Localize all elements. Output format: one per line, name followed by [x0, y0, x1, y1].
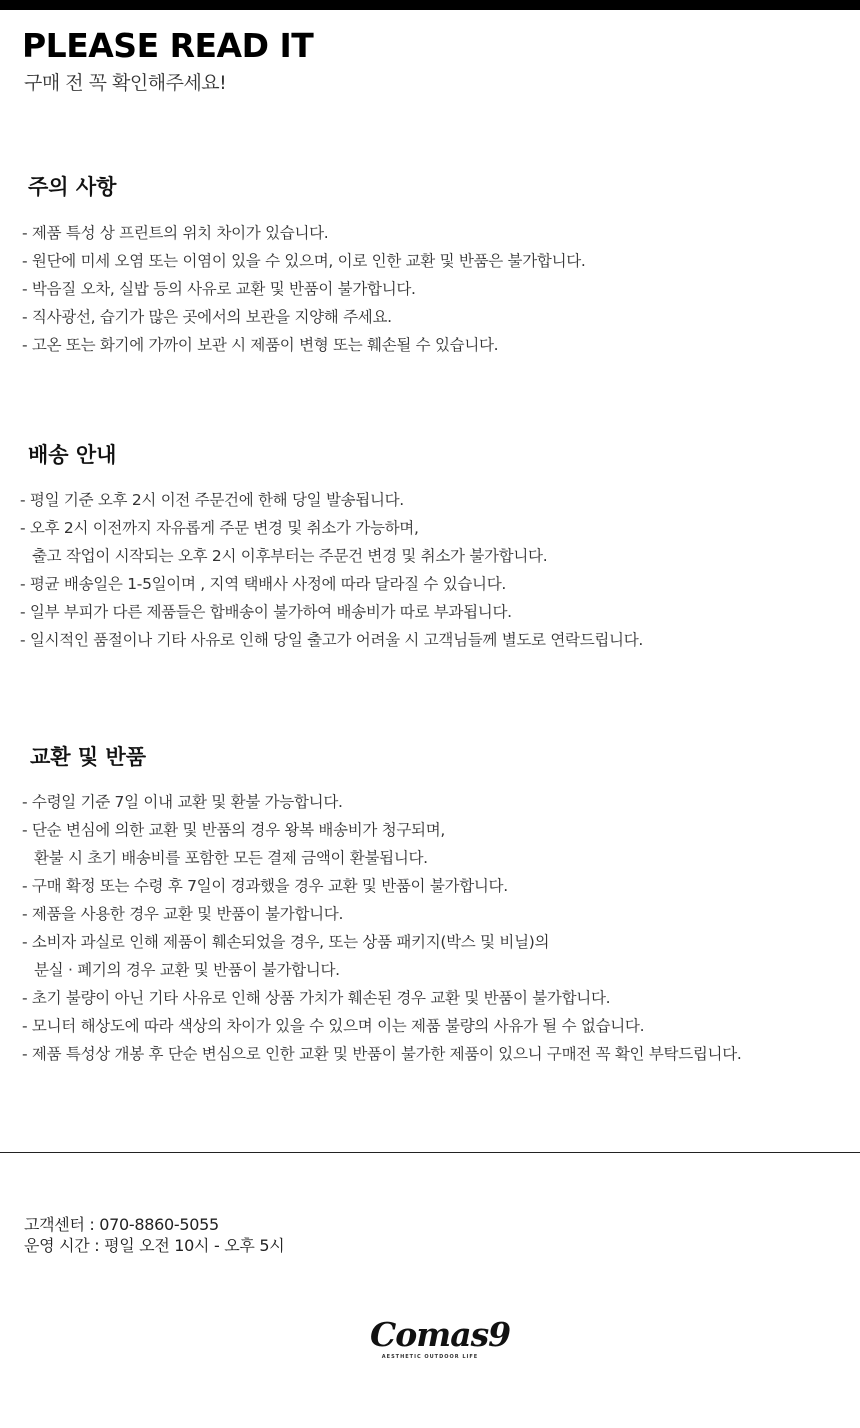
list-item: - 고온 또는 화기에 가까이 보관 시 제품이 변형 또는 훼손될 수 있습니다.: [22, 336, 499, 354]
list-item: - 오후 2시 이전까지 자유롭게 주문 변경 및 취소가 가능하며,: [20, 519, 419, 537]
list-item: - 구매 확정 또는 수령 후 7일이 경과했을 경우 교환 및 반품이 불가합니다.: [22, 877, 508, 895]
divider: [0, 1152, 860, 1153]
list-item: 분실 · 폐기의 경우 교환 및 반품이 불가합니다.: [34, 961, 340, 979]
list-item: - 제품을 사용한 경우 교환 및 반품이 불가합니다.: [22, 905, 344, 923]
list-item: - 박음질 오차, 실밥 등의 사유로 교환 및 반품이 불가합니다.: [22, 280, 416, 298]
brand-logo: [370, 1315, 511, 1364]
list-item: - 평일 기준 오후 2시 이전 주문건에 한해 당일 발송됩니다.: [20, 491, 404, 509]
list-item: 출고 작업이 시작되는 오후 2시 이후부터는 주문건 변경 및 취소가 불가합니다.: [32, 547, 548, 565]
page-subtitle: 구매 전 꼭 확인해주세요!: [24, 72, 227, 94]
returns-list: [22, 788, 742, 1068]
customer-service-info: [24, 1214, 284, 1256]
list-item: - 단순 변심에 의한 교환 및 반품의 경우 왕복 배송비가 청구되며,: [22, 821, 446, 839]
section-title-returns: 교환 및 반품: [30, 745, 147, 769]
list-item: - 일시적인 품절이나 기타 사유로 인해 당일 출고가 어려울 시 고객님들께 별도로 연락드립니다.: [20, 631, 644, 649]
page-title: PLEASE READ IT: [22, 26, 314, 65]
section-title-caution: 주의 사항: [28, 175, 117, 199]
list-item: - 소비자 과실로 인해 제품이 훼손되었을 경우, 또는 상품 패키지(박스 및 비닐)의: [22, 933, 550, 951]
list-item: - 모니터 해상도에 따라 색상의 차이가 있을 수 있으며 이는 제품 불량의 사유가 될 수 없습니다.: [22, 1017, 645, 1035]
list-item: - 초기 불량이 아닌 기타 사유로 인해 상품 가치가 훼손된 경우 교환 및 반품이 불가합니다.: [22, 989, 611, 1007]
cs-phone: 고객센터 : 070-8860-5055: [24, 1215, 219, 1234]
list-item: - 제품 특성 상 프린트의 위치 차이가 있습니다.: [22, 224, 329, 242]
logo-wordmark: Comas9: [370, 1315, 511, 1354]
list-item: - 평균 배송일은 1-5일이며 , 지역 택배사 사정에 따라 달라질 수 있습니다.: [20, 575, 507, 593]
list-item: 환불 시 초기 배송비를 포함한 모든 결제 금액이 환불됩니다.: [34, 849, 428, 867]
list-item: - 직사광선, 습기가 많은 곳에서의 보관을 지양해 주세요.: [22, 308, 392, 326]
list-item: - 원단에 미세 오염 또는 이염이 있을 수 있으며, 이로 인한 교환 및 반품은 불가합니다.: [22, 252, 586, 270]
cs-hours: 운영 시간 : 평일 오전 10시 - 오후 5시: [24, 1236, 285, 1255]
caution-list: [22, 219, 586, 359]
list-item: - 제품 특성상 개봉 후 단순 변심으로 인한 교환 및 반품이 불가한 제품이 있으니 구매전 꼭 확인 부탁드립니다.: [22, 1045, 742, 1063]
list-item: - 수령일 기준 7일 이내 교환 및 환불 가능합니다.: [22, 793, 343, 811]
logo-tagline: AESTHETIC OUTDOOR LIFE: [381, 1354, 479, 1360]
list-item: - 일부 부피가 다른 제품들은 합배송이 불가하여 배송비가 따로 부과됩니다.: [20, 603, 512, 621]
shipping-list: [20, 486, 643, 654]
top-bar: [0, 0, 860, 10]
section-title-shipping: 배송 안내: [28, 443, 117, 467]
